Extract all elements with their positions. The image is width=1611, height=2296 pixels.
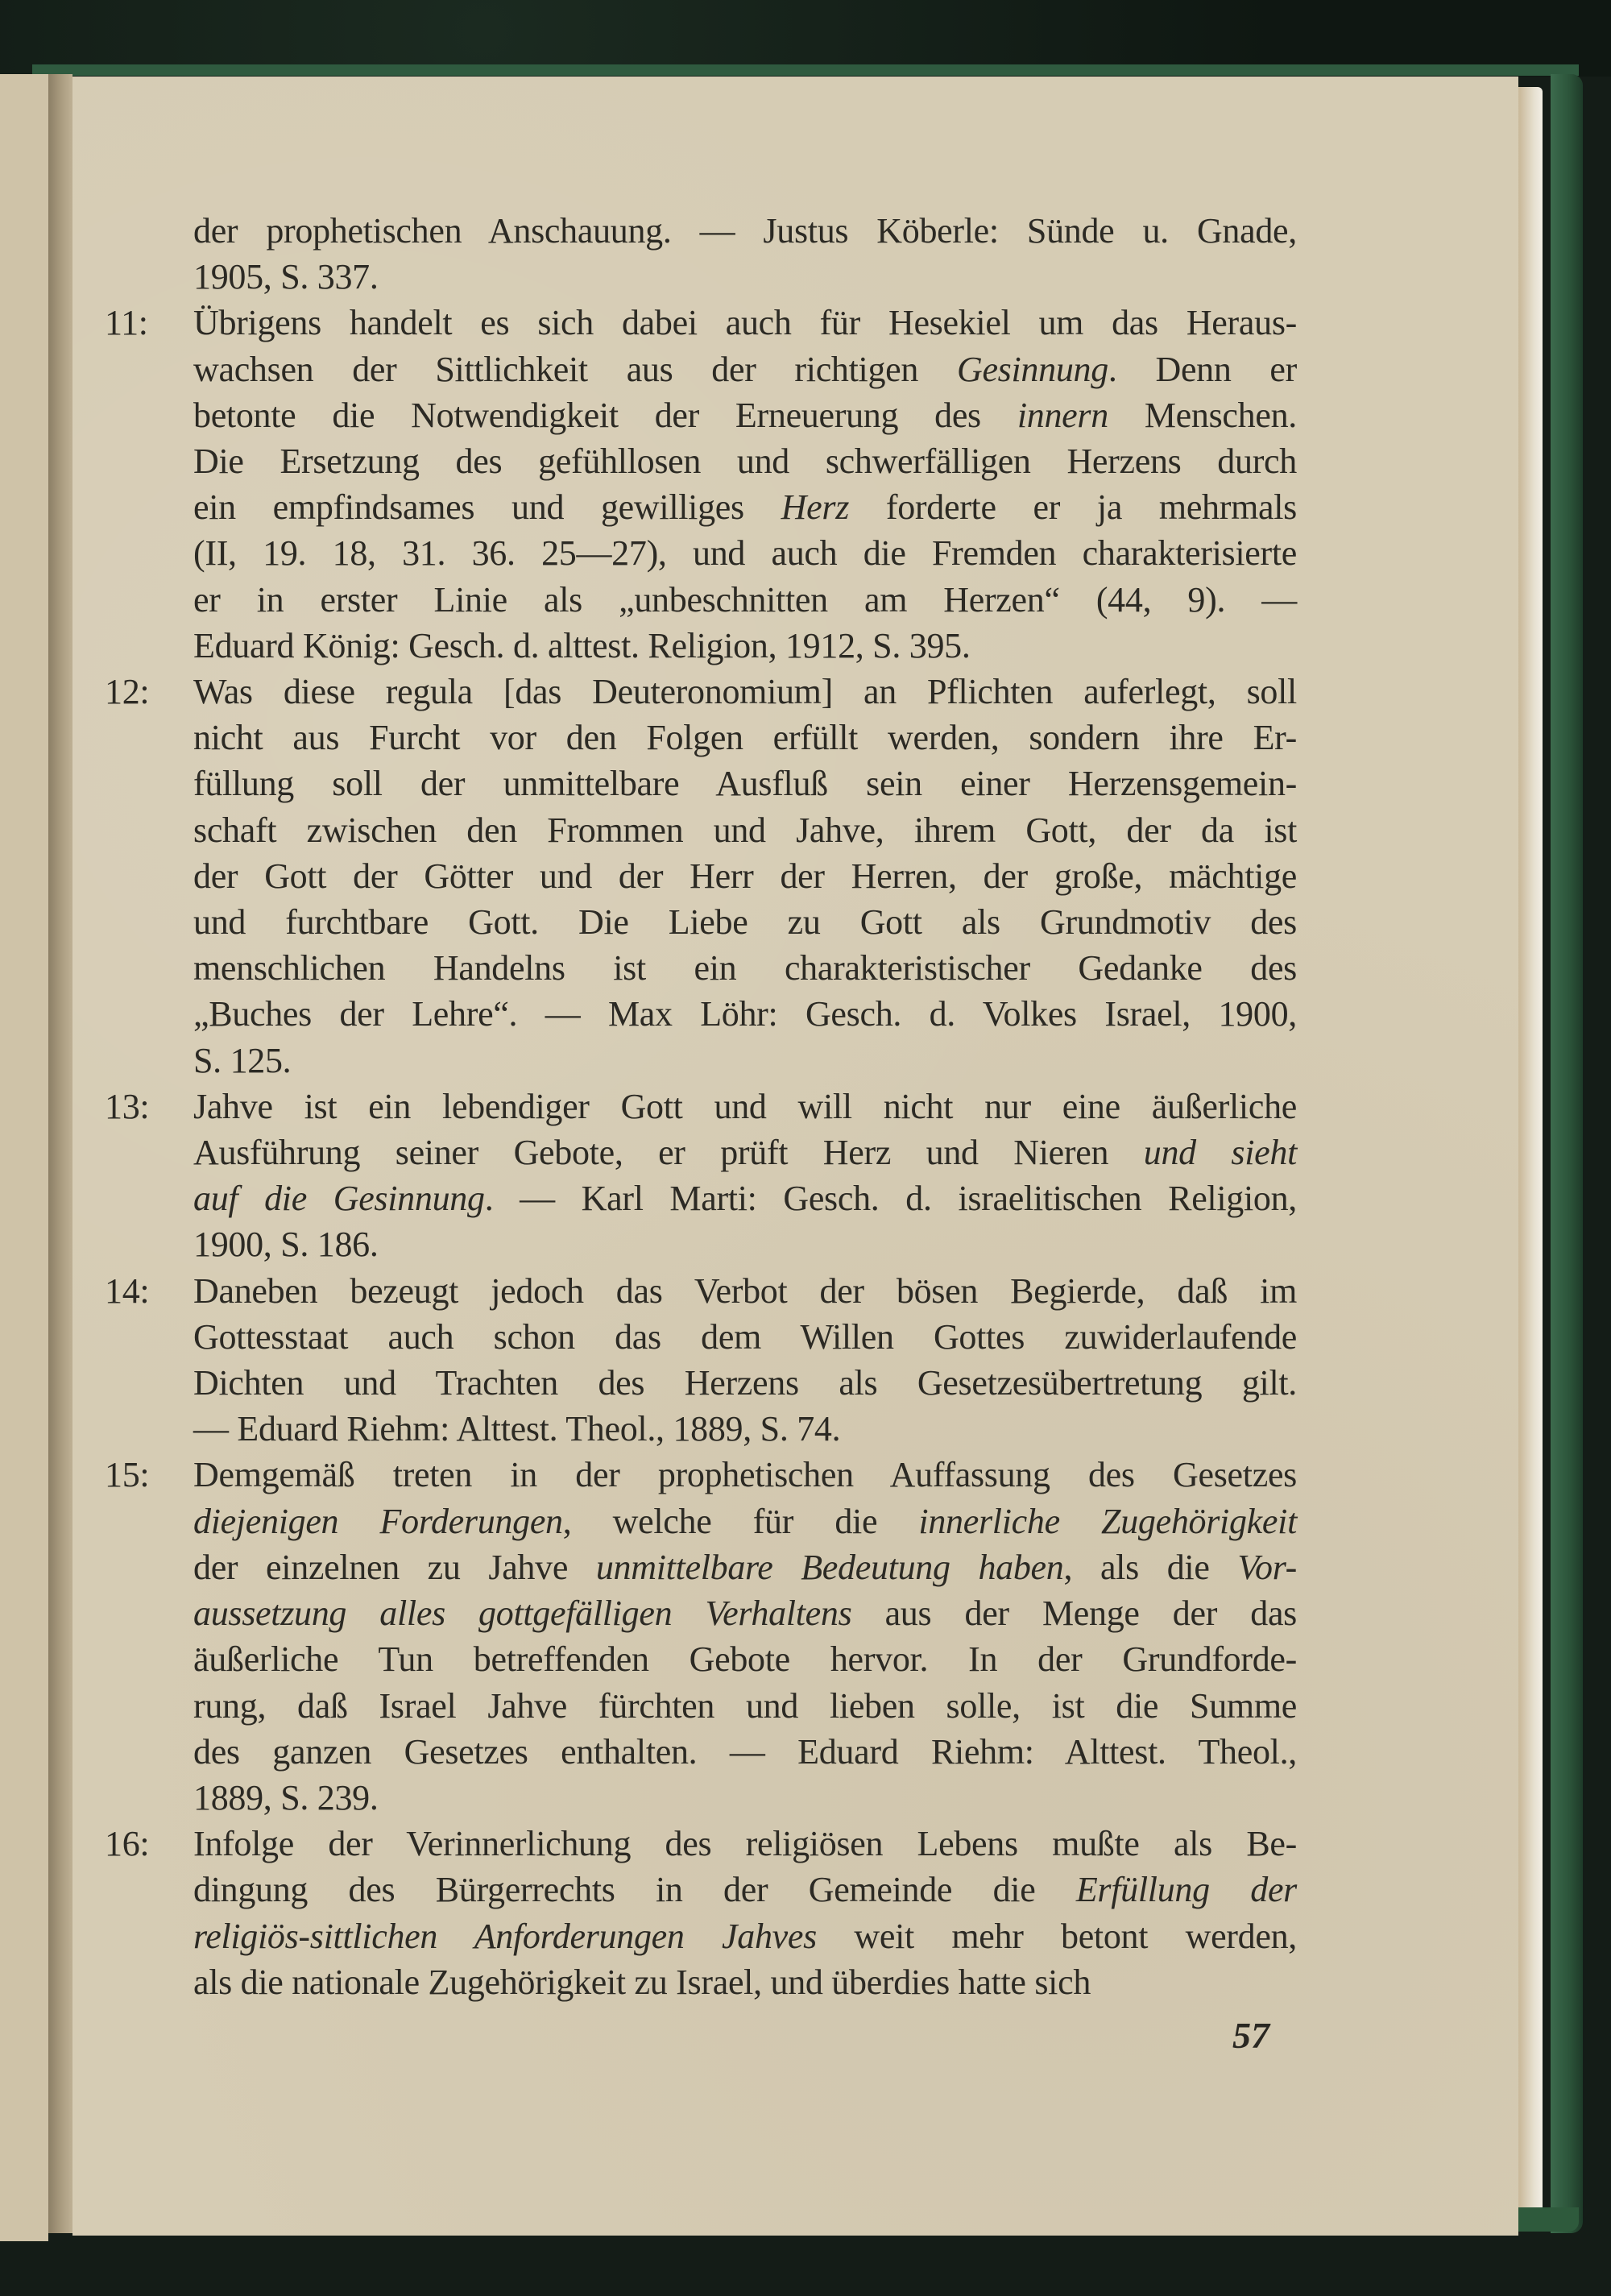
text-line xyxy=(193,346,1297,392)
footnote-number: 15: xyxy=(105,1455,150,1495)
emphasized-text: religiös-sittlichen Anforderungen Jahves xyxy=(193,1916,817,1956)
footnotes-text xyxy=(105,208,1297,2005)
text-line xyxy=(193,715,1297,760)
footnote-number: 16: xyxy=(105,1824,150,1864)
text-line xyxy=(193,1775,1297,1821)
text-run: füllung soll der unmittelbare Ausfluß sein einer Herzensgemein- xyxy=(193,764,1297,804)
text-run: des ganzen Gesetzes enthalten. — Eduard Riehm: Alttest. Theol., xyxy=(193,1731,1297,1772)
text-line xyxy=(193,1498,1297,1544)
text-run: aus der Menge der das xyxy=(851,1594,1297,1634)
text-run: Jahve ist ein lebendiger Gott und will nicht nur eine äußerliche xyxy=(193,1086,1297,1126)
text-line xyxy=(193,1452,1297,1498)
book-gutter xyxy=(48,74,72,2233)
footnote-body xyxy=(193,1821,1297,2005)
text-run: Infolge der Verinnerlichung des religiösen Lebens mußte als Be- xyxy=(193,1824,1297,1864)
text-run: . — Karl Marti: Gesch. d. israelitischen Religion, xyxy=(484,1179,1298,1219)
footnote xyxy=(105,300,1297,669)
emphasized-text: Erfüllung der xyxy=(1075,1870,1297,1910)
text-run: „Buches der Lehre“. — Max Löhr: Gesch. d. Volkes Israel, 1900, xyxy=(193,994,1297,1034)
footnote xyxy=(105,1821,1297,2005)
footnote xyxy=(105,1084,1297,1268)
text-line: 1905, S. 337. xyxy=(193,257,379,297)
footnote-body xyxy=(193,669,1297,1084)
text-run: Daneben bezeugt jedoch das Verbot der bösen Begierde, daß im xyxy=(193,1270,1297,1311)
text-line xyxy=(193,1729,1297,1775)
emphasized-text: auf die Gesinnung xyxy=(193,1179,485,1219)
text-line xyxy=(193,899,1297,945)
text-line xyxy=(193,1129,1297,1175)
text-line xyxy=(193,669,1297,715)
text-line xyxy=(193,623,1297,669)
text-line xyxy=(193,991,1297,1037)
text-line xyxy=(193,1867,1297,1913)
text-run: . Denn er xyxy=(1108,349,1297,389)
footnote xyxy=(105,1268,1297,1453)
text-run: (II, 19. 18, 31. 36. 25—27), und auch die Fremden charakterisierte xyxy=(193,533,1297,574)
text-line xyxy=(193,1360,1297,1406)
footnote-number: 13: xyxy=(105,1086,150,1126)
text-line xyxy=(193,945,1297,991)
continued-note xyxy=(105,208,1297,300)
text-run: menschlichen Handelns ist ein charakteristischer Gedanke des xyxy=(193,948,1297,988)
text-run: S. 125. xyxy=(193,1040,292,1080)
text-run: als die nationale Zugehörigkeit zu Israel, und überdies hatte sich xyxy=(193,1962,1091,2002)
text-line xyxy=(193,1175,1297,1221)
binding-edge-top xyxy=(32,64,1579,76)
text-line xyxy=(193,530,1297,576)
footnote-body xyxy=(193,1268,1297,1453)
emphasized-text: diejenigen Forderungen xyxy=(193,1501,563,1541)
text-run: , welche für die xyxy=(562,1501,919,1541)
text-run: forderte er ja mehrmals xyxy=(849,487,1298,528)
emphasized-text: und sieht xyxy=(1143,1133,1298,1173)
text-line xyxy=(193,1221,1297,1267)
footnote-number: 11: xyxy=(105,303,148,343)
text-line xyxy=(193,1821,1297,1867)
text-line xyxy=(193,484,1297,530)
emphasized-text: Herz xyxy=(781,487,850,528)
text-line xyxy=(193,1038,1297,1084)
text-run: 1900, S. 186. xyxy=(193,1225,379,1265)
emphasized-text: unmittelbare Bedeutung haben xyxy=(595,1547,1064,1587)
text-run: der einzelnen zu Jahve xyxy=(193,1547,596,1587)
text-run: und furchtbare Gott. Die Liebe zu Gott als Grundmotiv des xyxy=(193,902,1297,943)
text-line xyxy=(193,1636,1297,1682)
text-run: er in erster Linie als „unbeschnitten am Herzen“ (44, 9). — xyxy=(193,579,1297,620)
emphasized-text: aussetzung alles gottgefälligen Verhaltens xyxy=(193,1594,852,1634)
emphasized-text: innerliche Zugehörigkeit xyxy=(918,1501,1297,1541)
text-line xyxy=(193,1959,1297,2005)
footnote-body xyxy=(193,300,1297,669)
text-line xyxy=(193,1544,1297,1590)
text-line xyxy=(193,1268,1297,1314)
emphasized-text: Gesinnung xyxy=(956,349,1108,389)
footnote-number: 14: xyxy=(105,1270,150,1311)
footnote-body xyxy=(193,1084,1297,1268)
footnote-body xyxy=(193,1452,1297,1821)
text-line xyxy=(193,1314,1297,1360)
text-run: ein empfindsames und gewilliges xyxy=(193,487,781,528)
text-run: nicht aus Furcht vor den Folgen erfüllt werden, sondern ihre Er- xyxy=(193,718,1297,758)
binding-edge-right xyxy=(1551,74,1583,2233)
text-run: äußerliche Tun betreffenden Gebote hervor. In der Grundforde- xyxy=(193,1639,1297,1680)
text-run: Ausführung seiner Gebote, er prüft Herz und Nieren xyxy=(193,1133,1144,1173)
text-line xyxy=(193,577,1297,623)
text-line xyxy=(193,760,1297,806)
text-line xyxy=(193,853,1297,899)
text-line xyxy=(193,1913,1297,1959)
text-run: , als die xyxy=(1063,1547,1238,1587)
text-run: Übrigens handelt es sich dabei auch für Hesekiel um das Heraus- xyxy=(193,303,1297,343)
footnote xyxy=(105,669,1297,1084)
left-page-edge xyxy=(0,74,48,2241)
text-run: Dichten und Trachten des Herzens als Gesetzesübertretung gilt. xyxy=(193,1363,1297,1403)
text-run: — Eduard Riehm: Alttest. Theol., 1889, S. 74. xyxy=(193,1409,841,1449)
text-run: dingung des Bürgerrechts in der Gemeinde die xyxy=(193,1870,1076,1910)
text-line xyxy=(193,300,1297,346)
footnote xyxy=(105,1452,1297,1821)
text-run: Menschen. xyxy=(1108,395,1297,435)
text-run: Was diese regula [das Deuteronomium] an Pflichten auferlegt, soll xyxy=(193,672,1297,712)
text-run: weit mehr betont werden, xyxy=(816,1916,1297,1956)
text-run: 1889, S. 239. xyxy=(193,1777,379,1817)
emphasized-text: Vor- xyxy=(1237,1547,1298,1587)
footnote-number: 12: xyxy=(105,672,150,712)
text-run: schaft zwischen den Frommen und Jahve, ihrem Gott, der da ist xyxy=(193,810,1297,850)
emphasized-text: innern xyxy=(1017,395,1108,435)
text-line xyxy=(193,438,1297,484)
text-run: Eduard König: Gesch. d. alttest. Religion, 1912, S. 395. xyxy=(193,625,971,665)
text-line xyxy=(193,392,1297,438)
text-run: Die Ersetzung des gefühllosen und schwerfälligen Herzens durch xyxy=(193,441,1297,482)
text-line xyxy=(193,1683,1297,1729)
text-line: der prophetischen Anschauung. — Justus Köberle: Sünde u. Gnade, xyxy=(193,211,1297,251)
text-run: Demgemäß treten in der prophetischen Auffassung des Gesetzes xyxy=(193,1455,1297,1495)
notes-list xyxy=(105,300,1297,2005)
text-run: Gottesstaat auch schon das dem Willen Gottes zuwiderlaufende xyxy=(193,1316,1297,1357)
text-line xyxy=(193,1084,1297,1129)
text-run: rung, daß Israel Jahve fürchten und lieben solle, ist die Summe xyxy=(193,1685,1297,1726)
text-run: wachsen der Sittlichkeit aus der richtigen xyxy=(193,349,957,389)
page-number: 57 xyxy=(1232,2015,1269,2056)
text-line xyxy=(193,1406,1297,1452)
text-line xyxy=(193,807,1297,853)
text-run: betonte die Notwendigkeit der Erneuerung des xyxy=(193,395,1017,435)
text-run: der Gott der Götter und der Herr der Herren, der große, mächtige xyxy=(193,856,1297,896)
text-line xyxy=(193,1590,1297,1636)
